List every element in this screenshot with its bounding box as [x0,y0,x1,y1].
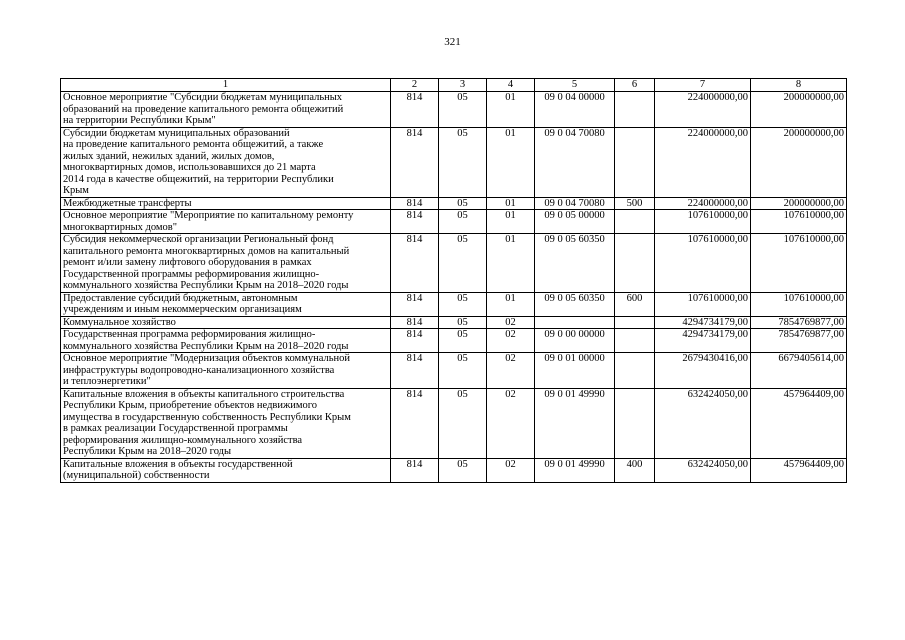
article-code-cell: 01 [487,292,535,316]
target-code-cell: 09 0 05 00000 [535,210,615,234]
amount-col7-cell: 224000000,00 [655,92,751,128]
row-name-cell: Субсидия некоммерческой организации Региональный фонд капитального ремонта многоквартирных домов на капитальный ремонт и/или замену лифтового оборудования в рамках Государственной программы реформирования жилищно- коммунального хозяйства Республики Крым на 2018–2020 годы [61,234,391,293]
row-name-cell: Государственная программа реформирования жилищно- коммунального хозяйства Республики Крым на 2018–2020 годы [61,329,391,353]
table-row [61,92,847,128]
amount-col7-cell: 2679430416,00 [655,353,751,389]
amount-col7-cell: 224000000,00 [655,127,751,197]
row-name-cell: Капитальные вложения в объекты государственной (муниципальной) собственности [61,458,391,482]
amount-col8-cell: 6679405614,00 [751,353,847,389]
subsection-code-cell: 05 [439,329,487,353]
header-row [61,79,847,92]
section-code-cell: 814 [391,197,439,210]
expense-type-cell: 400 [615,458,655,482]
section-code-cell: 814 [391,329,439,353]
amount-col8-cell: 107610000,00 [751,292,847,316]
table-row [61,353,847,389]
table-row [61,292,847,316]
amount-col8-cell: 107610000,00 [751,234,847,293]
table-row [61,197,847,210]
subsection-code-cell: 05 [439,458,487,482]
page-number: 321 [444,36,461,48]
header-col-4: 4 [487,79,535,92]
amount-col7-cell: 224000000,00 [655,197,751,210]
article-code-cell: 02 [487,458,535,482]
row-name-cell: Капитальные вложения в объекты капитального строительства Республики Крым, приобретение объектов недвижимого имущества в государственную собственность Республики Крым в рамках реализации Государственной программы реформирования жилищно-коммунального хозяйства Республики Крым на 2018–2020 годы [61,388,391,458]
subsection-code-cell: 05 [439,210,487,234]
target-code-cell: 09 0 01 00000 [535,353,615,389]
expense-type-cell: 600 [615,292,655,316]
section-code-cell: 814 [391,292,439,316]
header-col-2: 2 [391,79,439,92]
row-name-cell: Субсидии бюджетам муниципальных образований на проведение капитального ремонта общежитий, а также жилых зданий, нежилых зданий, жилых домов, многоквартирных домов, использовавшихся до 21 марта 2014 года в качестве общежитий, на территории Республики Крым [61,127,391,197]
table-row [61,388,847,458]
target-code-cell: 09 0 01 49990 [535,388,615,458]
amount-col8-cell: 7854769877,00 [751,329,847,353]
subsection-code-cell: 05 [439,292,487,316]
row-name-cell: Коммунальное хозяйство [61,316,391,329]
section-code-cell: 814 [391,127,439,197]
article-code-cell: 02 [487,329,535,353]
row-name-cell: Предоставление субсидий бюджетным, автономным учреждениям и иным некоммерческим организациям [61,292,391,316]
expense-type-cell [615,210,655,234]
article-code-cell: 01 [487,197,535,210]
row-name-cell: Основное мероприятие "Мероприятие по капитальному ремонту многоквартирных домов" [61,210,391,234]
expense-type-cell [615,92,655,128]
budget-table [60,78,847,483]
amount-col7-cell: 632424050,00 [655,388,751,458]
target-code-cell: 09 0 04 70080 [535,197,615,210]
target-code-cell: 09 0 00 00000 [535,329,615,353]
article-code-cell: 02 [487,316,535,329]
article-code-cell: 01 [487,210,535,234]
expense-type-cell: 500 [615,197,655,210]
article-code-cell: 02 [487,353,535,389]
amount-col8-cell: 7854769877,00 [751,316,847,329]
expense-type-cell [615,127,655,197]
amount-col8-cell: 457964409,00 [751,458,847,482]
subsection-code-cell: 05 [439,127,487,197]
subsection-code-cell: 05 [439,234,487,293]
expense-type-cell [615,388,655,458]
row-name-cell: Основное мероприятие "Субсидии бюджетам муниципальных образований на проведение капитального ремонта общежитий на территории Республики Крым" [61,92,391,128]
target-code-cell: 09 0 05 60350 [535,234,615,293]
table-row [61,316,847,329]
amount-col8-cell: 200000000,00 [751,92,847,128]
header-col-6: 6 [615,79,655,92]
subsection-code-cell: 05 [439,316,487,329]
amount-col7-cell: 4294734179,00 [655,316,751,329]
table-row [61,234,847,293]
subsection-code-cell: 05 [439,353,487,389]
section-code-cell: 814 [391,458,439,482]
header-col-8: 8 [751,79,847,92]
header-col-5: 5 [535,79,615,92]
section-code-cell: 814 [391,234,439,293]
section-code-cell: 814 [391,210,439,234]
amount-col7-cell: 107610000,00 [655,210,751,234]
header-col-1: 1 [61,79,391,92]
subsection-code-cell: 05 [439,92,487,128]
amount-col8-cell: 457964409,00 [751,388,847,458]
amount-col8-cell: 200000000,00 [751,127,847,197]
amount-col7-cell: 632424050,00 [655,458,751,482]
target-code-cell: 09 0 04 70080 [535,127,615,197]
section-code-cell: 814 [391,388,439,458]
expense-type-cell [615,234,655,293]
row-name-cell: Межбюджетные трансферты [61,197,391,210]
target-code-cell: 09 0 04 00000 [535,92,615,128]
subsection-code-cell: 05 [439,388,487,458]
amount-col7-cell: 107610000,00 [655,292,751,316]
table-row [61,210,847,234]
section-code-cell: 814 [391,92,439,128]
amount-col7-cell: 4294734179,00 [655,329,751,353]
article-code-cell: 01 [487,234,535,293]
amount-col8-cell: 200000000,00 [751,197,847,210]
section-code-cell: 814 [391,353,439,389]
expense-type-cell [615,329,655,353]
amount-col8-cell: 107610000,00 [751,210,847,234]
header-col-7: 7 [655,79,751,92]
target-code-cell: 09 0 01 49990 [535,458,615,482]
article-code-cell: 01 [487,92,535,128]
table-row [61,127,847,197]
row-name-cell: Основное мероприятие "Модернизация объектов коммунальной инфраструктуры водопроводно-канализационного хозяйства и теплоэнергетики" [61,353,391,389]
expense-type-cell [615,353,655,389]
article-code-cell: 01 [487,127,535,197]
amount-col7-cell: 107610000,00 [655,234,751,293]
header-col-3: 3 [439,79,487,92]
subsection-code-cell: 05 [439,197,487,210]
target-code-cell [535,316,615,329]
expense-type-cell [615,316,655,329]
table-row [61,329,847,353]
target-code-cell: 09 0 05 60350 [535,292,615,316]
table-row [61,458,847,482]
article-code-cell: 02 [487,388,535,458]
section-code-cell: 814 [391,316,439,329]
